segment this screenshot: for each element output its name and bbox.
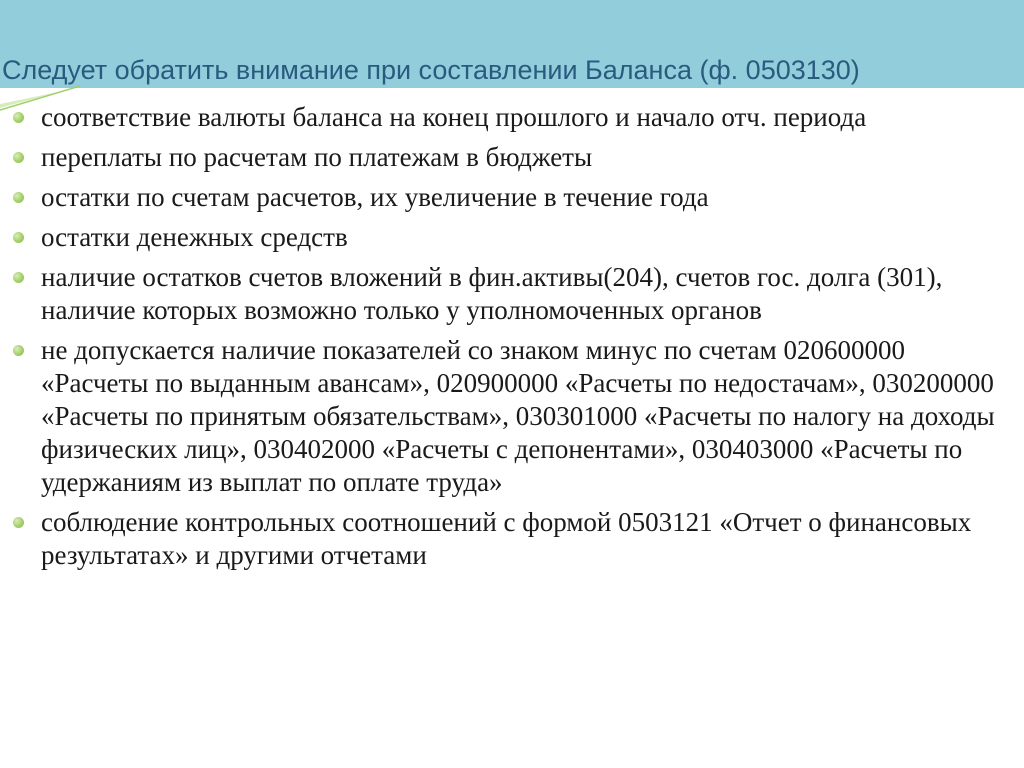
- bullet-item: [12, 141, 1002, 174]
- bullet-dot-icon: [13, 345, 24, 356]
- bullet-text: соответствие валюты баланса на конец прошлого и начало отч. периода: [41, 102, 867, 132]
- bullet-text: не допускается наличие показателей со знаком минус по счетам 020600000 «Расчеты по выданным авансам», 020900000 «Расчеты по недостачам», 030200000 «Расчеты по принятым обязательствам», 030301000 «Расчеты по налогу на доходы физических лиц», 030402000 «Расчеты с депонентами», 030403000 «Расчеты по удержаниям из выплат по оплате труда»: [41, 335, 995, 497]
- bullet-text: остатки по счетам расчетов, их увеличение в течение года: [41, 182, 709, 212]
- bullet-text: наличие остатков счетов вложений в фин.активы(204), счетов гос. долга (301), наличие которых возможно только у уполномоченных органов: [41, 262, 943, 325]
- bullet-text: остатки денежных средств: [41, 222, 348, 252]
- bullet-item: [12, 221, 1002, 254]
- bullet-item: [12, 101, 1002, 134]
- bullet-item: [12, 181, 1002, 214]
- bullet-dot-icon: [13, 232, 24, 243]
- bullet-item: [12, 261, 1002, 327]
- bullet-dot-icon: [13, 112, 24, 123]
- bullet-list: [12, 101, 1002, 579]
- bullet-dot-icon: [13, 192, 24, 203]
- bullet-item: [12, 334, 1002, 499]
- bullet-dot-icon: [13, 517, 24, 528]
- bullet-item: [12, 506, 1002, 572]
- slide-title: Следует обратить внимание при составлении Баланса (ф. 0503130): [2, 55, 860, 85]
- bullet-text: переплаты по расчетам по платежам в бюджеты: [41, 142, 593, 172]
- bullet-dot-icon: [13, 152, 24, 163]
- bullet-dot-icon: [13, 272, 24, 283]
- bullet-text: соблюдение контрольных соотношений с формой 0503121 «Отчет о финансовых результатах» и другими отчетами: [41, 507, 972, 570]
